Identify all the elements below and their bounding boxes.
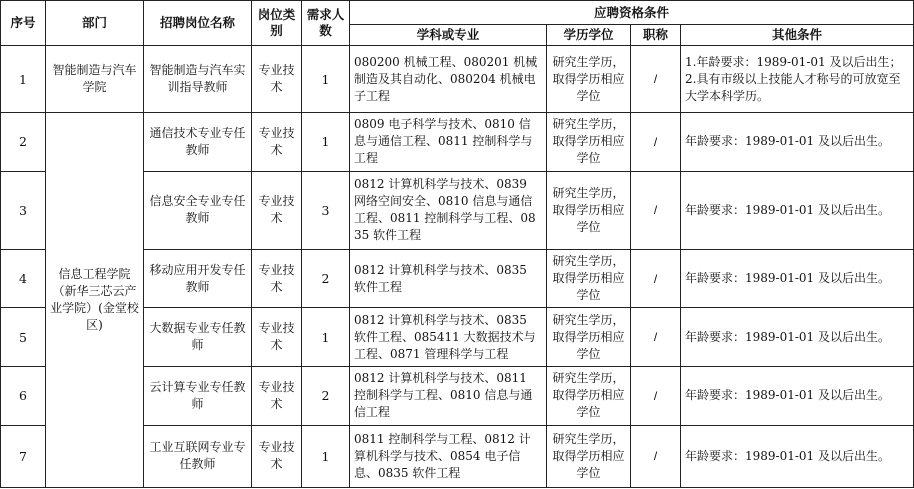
row-dept: 智能制造与汽车学院 (46, 46, 144, 113)
row-other: 年龄要求：1989-01-01 及以后出生。 (681, 250, 914, 308)
row-title: / (631, 113, 681, 171)
row-position: 云计算专业专任教师 (144, 366, 252, 425)
row-title: / (631, 366, 681, 425)
row-dept: 信息工程学院（新华三芯云产业学院）(金堂校区) (46, 113, 144, 488)
row-count: 1 (302, 113, 350, 171)
row-seq: 6 (1, 366, 46, 425)
row-type: 专业技术 (252, 46, 302, 113)
row-count: 1 (302, 46, 350, 113)
row-education: 研究生学历，取得学历相应学位 (547, 113, 631, 171)
header-seq: 序号 (1, 1, 46, 46)
row-title: / (631, 250, 681, 308)
table-row (1, 46, 914, 113)
row-type: 专业技术 (252, 250, 302, 308)
row-count: 1 (302, 425, 350, 487)
row-education: 研究生学历，取得学历相应学位 (547, 171, 631, 250)
row-seq: 1 (1, 46, 46, 113)
header-count: 需求人数 (302, 1, 350, 46)
table-row (1, 113, 914, 171)
header-education: 学历学位 (547, 25, 631, 46)
row-major: 0812 计算机科学与技术、0835 软件工程 (350, 250, 547, 308)
row-type: 专业技术 (252, 171, 302, 250)
row-seq: 7 (1, 425, 46, 487)
row-education: 研究生学历，取得学历相应学位 (547, 46, 631, 113)
header-major: 学科或专业 (350, 25, 547, 46)
row-other: 1.年龄要求：1989-01-01 及以后出生；2.具有市级以上技能人才称号的可放宽至大学本科学历。 (681, 46, 914, 113)
header-position-type: 岗位类别 (252, 1, 302, 46)
row-major: 0812 计算机科学与技术、0835 软件工程、085411 大数据技术与工程、0871 管理科学与工程 (350, 308, 547, 366)
row-major: 0812 计算机科学与技术、0839 网络空间安全、0810 信息与通信工程、0811 控制科学与工程、0835 软件工程 (350, 171, 547, 250)
row-type: 专业技术 (252, 113, 302, 171)
row-count: 2 (302, 250, 350, 308)
row-education: 研究生学历，取得学历相应学位 (547, 425, 631, 487)
row-seq: 5 (1, 308, 46, 366)
row-education: 研究生学历，取得学历相应学位 (547, 366, 631, 425)
row-education: 研究生学历，取得学历相应学位 (547, 308, 631, 366)
row-title: / (631, 171, 681, 250)
row-position: 移动应用开发专任教师 (144, 250, 252, 308)
row-position: 信息安全专业专任教师 (144, 171, 252, 250)
row-count: 2 (302, 366, 350, 425)
row-position: 大数据专业专任教师 (144, 308, 252, 366)
row-major: 080200 机械工程、080201 机械制造及其自动化、080204 机械电子工程 (350, 46, 547, 113)
row-other: 年龄要求：1989-01-01 及以后出生。 (681, 171, 914, 250)
row-seq: 3 (1, 171, 46, 250)
header-qualifications: 应聘资格条件 (350, 1, 914, 25)
row-major: 0811 控制科学与工程、0812 计算机科学与技术、0854 电子信息、0835 软件工程 (350, 425, 547, 487)
row-type: 专业技术 (252, 308, 302, 366)
header-title: 职称 (631, 25, 681, 46)
header-position-name: 招聘岗位名称 (144, 1, 252, 46)
row-major: 0812 计算机科学与技术、0811 控制科学与工程、0810 信息与通信工程 (350, 366, 547, 425)
row-seq: 4 (1, 250, 46, 308)
row-title: / (631, 46, 681, 113)
row-position: 工业互联网专业专任教师 (144, 425, 252, 487)
row-other: 年龄要求：1989-01-01 及以后出生。 (681, 113, 914, 171)
row-other: 年龄要求：1989-01-01 及以后出生。 (681, 366, 914, 425)
row-title: / (631, 308, 681, 366)
row-title: / (631, 425, 681, 487)
row-position: 智能制造与汽车实训指导教师 (144, 46, 252, 113)
row-other: 年龄要求：1989-01-01 及以后出生。 (681, 308, 914, 366)
row-count: 1 (302, 308, 350, 366)
row-type: 专业技术 (252, 425, 302, 487)
row-count: 3 (302, 171, 350, 250)
row-other: 年龄要求：1989-01-01 及以后出生。 (681, 425, 914, 487)
row-education: 研究生学历，取得学历相应学位 (547, 250, 631, 308)
row-position: 通信技术专业专任教师 (144, 113, 252, 171)
header-dept: 部门 (46, 1, 144, 46)
row-seq: 2 (1, 113, 46, 171)
header-other: 其他条件 (681, 25, 914, 46)
row-type: 专业技术 (252, 366, 302, 425)
row-major: 0809 电子科学与技术、0810 信息与通信工程、0811 控制科学与工程 (350, 113, 547, 171)
